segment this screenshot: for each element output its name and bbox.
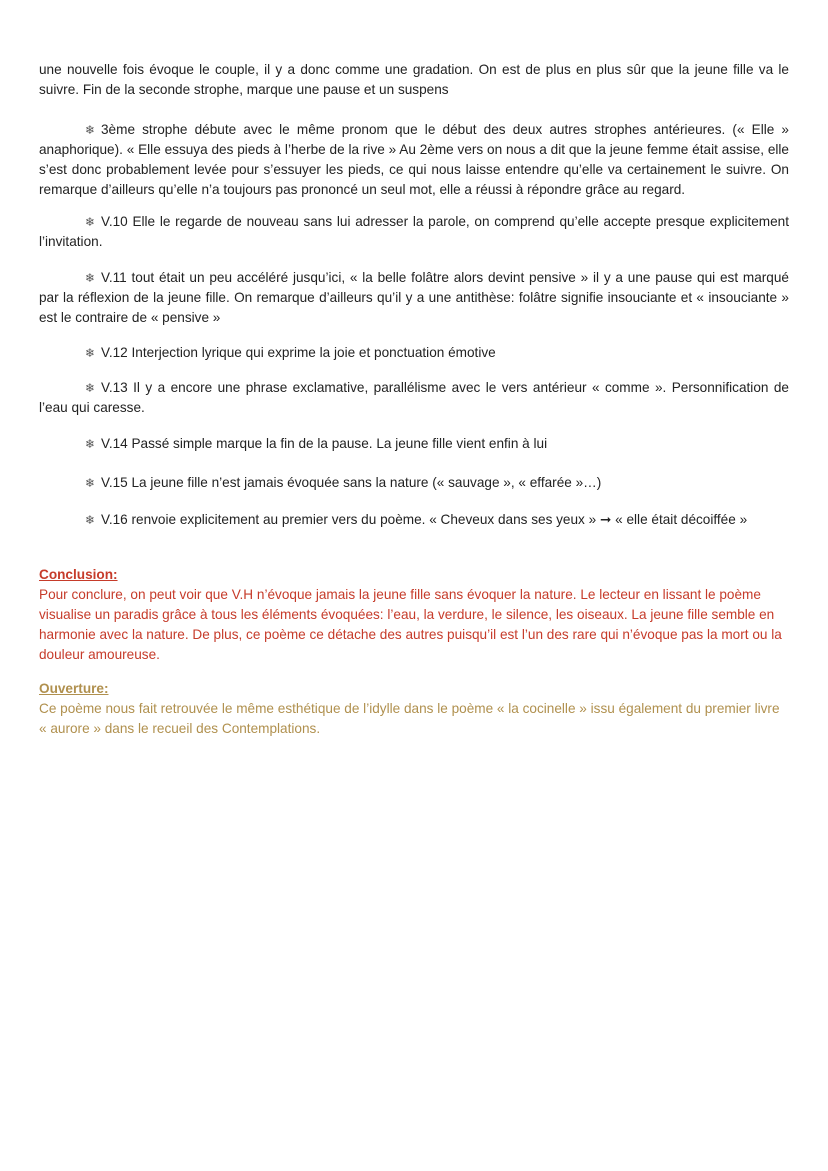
bullet-item [39,343,789,363]
bullet-text: V.13 Il y a encore une phrase exclamative, parallélisme avec le vers antérieur « comme ». Personnification de l’eau qui caresse. [39,380,789,415]
snowflake-icon: ❄ [85,271,96,285]
ouverture-section [39,679,789,739]
ouverture-text: Ce poème nous fait retrouvée le même esthétique de l’idylle dans le poème « la cocinelle » issu également du premier livre « aurore » dans le recueil des Contemplations. [39,701,780,736]
bullet-text: V.14 Passé simple marque la fin de la pause. La jeune fille vient enfin à lui [101,436,548,451]
conclusion-section [39,565,789,665]
bullet-item [39,434,789,454]
snowflake-icon: ❄ [85,513,96,527]
ouverture-heading: Ouverture: [39,681,109,696]
snowflake-icon: ❄ [85,476,96,490]
bullet-item [39,120,789,200]
snowflake-icon: ❄ [85,381,96,395]
bullet-item [39,268,789,328]
snowflake-icon: ❄ [85,437,96,451]
intro-paragraph: une nouvelle fois évoque le couple, il y a donc comme une gradation. On est de plus en plus sûr que la jeune fille va le suivre. Fin de la seconde strophe, marque une pause et un suspens [39,62,789,97]
bullet-text: 3ème strophe débute avec le même pronom que le début des deux autres strophes antérieures. (« Elle » anaphorique). « Elle essuya des pieds à l’herbe de la rive » Au 2ème vers on nous a dit que la jeune femme était assise, elle s’est donc probablement levée pour s’essuyer les pieds, ce qui nous laisse entendre qu’elle va certainement le suivre. On remarque d’ailleurs qu’elle n’a toujours pas prononcé un seul mot, elle a réussi à répondre grâce au regard. [39,122,789,197]
bullet-item [39,212,789,252]
bullet-item [39,473,789,493]
bullet-text: V.10 Elle le regarde de nouveau sans lui adresser la parole, on comprend qu’elle accepte presque explicitement l’invitation. [39,214,789,249]
bullet-text: V.15 La jeune fille n’est jamais évoquée sans la nature (« sauvage », « effarée »…) [101,475,602,490]
snowflake-icon: ❄ [85,123,96,137]
bullet-text: V.11 tout était un peu accéléré jusqu’ici, « la belle folâtre alors devint pensive » il y a une pause qui est marqué par la réflexion de la jeune fille. On remarque d’ailleurs qu’il y a une antithèse: folâtre signifie insouciante et « insouciante » est le contraire de « pensive » [39,270,789,325]
conclusion-text: Pour conclure, on peut voir que V.H n’évoque jamais la jeune fille sans évoquer la nature. Le lecteur en lissant le poème visualise un paradis grâce à tous les éléments évoquées: l’eau, la verdure, le silence, les oiseaux. La jeune fille semble en harmonie avec la nature. De plus, ce poème ce détache des autres puisqu’il est l’un des rare qui n’évoque pas la mort ou la douleur amoureuse. [39,587,782,662]
bullet-text: V.12 Interjection lyrique qui exprime la joie et ponctuation émotive [101,345,496,360]
snowflake-icon: ❄ [85,346,96,360]
bullet-item [39,510,789,530]
conclusion-heading: Conclusion: [39,567,118,582]
snowflake-icon: ❄ [85,215,96,229]
bullet-item [39,378,789,418]
bullet-text: V.16 renvoie explicitement au premier vers du poème. « Cheveux dans ses yeux » ➞ « elle était décoiffée » [101,512,748,527]
